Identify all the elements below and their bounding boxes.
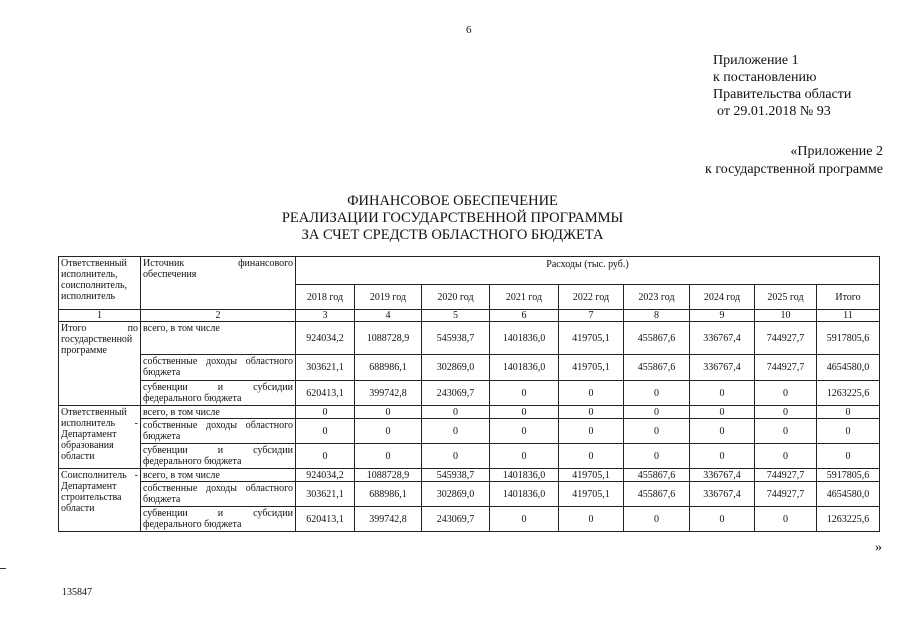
value-cell: 0 xyxy=(355,444,422,469)
value-cell: 243069,7 xyxy=(422,507,490,532)
value-cell: 455867,6 xyxy=(624,469,690,482)
value-cell: 620413,1 xyxy=(296,507,355,532)
total-cell: 5917805,6 xyxy=(817,469,880,482)
value-cell: 0 xyxy=(490,507,559,532)
total-cell: 4654580,0 xyxy=(817,482,880,507)
column-index: 2 xyxy=(141,310,296,322)
header-responsible: Ответственный исполнитель, соисполнитель, исполнитель xyxy=(59,257,141,310)
value-cell: 0 xyxy=(422,444,490,469)
source-cell: всего, в том числе xyxy=(141,406,296,419)
value-cell: 336767,4 xyxy=(690,322,755,355)
value-cell: 0 xyxy=(755,507,817,532)
value-cell: 1401836,0 xyxy=(490,469,559,482)
value-cell: 0 xyxy=(755,381,817,406)
source-cell: собственные доходы областного бюджета xyxy=(141,482,296,507)
value-cell: 336767,4 xyxy=(690,355,755,381)
value-cell: 0 xyxy=(755,419,817,444)
header-expenses: Расходы (тыс. руб.) xyxy=(296,257,880,285)
header-year: 2025 год xyxy=(755,285,817,310)
value-cell: 0 xyxy=(490,381,559,406)
source-cell: всего, в том числе xyxy=(141,469,296,482)
value-cell: 302869,0 xyxy=(422,355,490,381)
value-cell: 0 xyxy=(422,406,490,419)
responsible-cell: Соисполнитель - Департамент строительства области xyxy=(59,469,141,532)
document-title xyxy=(0,193,905,244)
page-number: 6 xyxy=(466,24,472,36)
value-cell: 545938,7 xyxy=(422,469,490,482)
total-cell: 4654580,0 xyxy=(817,355,880,381)
table-row xyxy=(59,507,880,532)
value-cell: 0 xyxy=(355,406,422,419)
header-year: 2020 год xyxy=(422,285,490,310)
table-row xyxy=(59,406,880,419)
column-index: 7 xyxy=(559,310,624,322)
value-cell: 399742,8 xyxy=(355,381,422,406)
value-cell: 688986,1 xyxy=(355,355,422,381)
value-cell: 1401836,0 xyxy=(490,482,559,507)
total-cell: 5917805,6 xyxy=(817,322,880,355)
value-cell: 0 xyxy=(355,419,422,444)
header-year: 2018 год xyxy=(296,285,355,310)
value-cell: 0 xyxy=(624,419,690,444)
value-cell: 0 xyxy=(690,444,755,469)
appendix2-line: «Приложение 2 xyxy=(790,144,883,159)
value-cell: 0 xyxy=(559,419,624,444)
value-cell: 419705,1 xyxy=(559,482,624,507)
total-cell: 0 xyxy=(817,419,880,444)
closing-quote: » xyxy=(875,540,882,555)
value-cell: 0 xyxy=(490,406,559,419)
value-cell: 1088728,9 xyxy=(355,469,422,482)
value-cell: 744927,7 xyxy=(755,322,817,355)
total-cell: 0 xyxy=(817,444,880,469)
value-cell: 419705,1 xyxy=(559,469,624,482)
column-index: 8 xyxy=(624,310,690,322)
source-cell: всего, в том числе xyxy=(141,322,296,355)
table-row xyxy=(59,355,880,381)
value-cell: 336767,4 xyxy=(690,482,755,507)
title-line: ЗА СЧЕТ СРЕДСТВ ОБЛАСТНОГО БЮДЖЕТА xyxy=(301,227,604,243)
source-cell: собственные доходы областного бюджета xyxy=(141,355,296,381)
table-row xyxy=(59,469,880,482)
value-cell: 0 xyxy=(624,406,690,419)
source-cell: субвенции и субсидии федерального бюджета xyxy=(141,381,296,406)
value-cell: 302869,0 xyxy=(422,482,490,507)
value-cell: 303621,1 xyxy=(296,355,355,381)
responsible-cell: Ответственный исполнитель - Департамент образования области xyxy=(59,406,141,469)
column-index: 11 xyxy=(817,310,880,322)
document-code: 135847 xyxy=(62,587,92,598)
column-index: 10 xyxy=(755,310,817,322)
table-row xyxy=(59,444,880,469)
value-cell: 0 xyxy=(296,406,355,419)
column-index-row xyxy=(59,310,880,322)
value-cell: 0 xyxy=(559,406,624,419)
value-cell: 545938,7 xyxy=(422,322,490,355)
value-cell: 744927,7 xyxy=(755,482,817,507)
header-year: 2024 год xyxy=(690,285,755,310)
header-year: 2021 год xyxy=(490,285,559,310)
header-total: Итого xyxy=(817,285,880,310)
appendix-line: Приложение 1 xyxy=(713,53,799,68)
appendix-line: к постановлению xyxy=(713,70,817,85)
value-cell: 0 xyxy=(296,419,355,444)
value-cell: 399742,8 xyxy=(355,507,422,532)
value-cell: 688986,1 xyxy=(355,482,422,507)
title-line: РЕАЛИЗАЦИИ ГОСУДАРСТВЕННОЙ ПРОГРАММЫ xyxy=(281,210,624,226)
value-cell: 0 xyxy=(490,444,559,469)
value-cell: 303621,1 xyxy=(296,482,355,507)
appendix2-line: к государственной программе xyxy=(705,162,883,177)
total-cell: 0 xyxy=(817,406,880,419)
source-cell: собственные доходы областного бюджета xyxy=(141,419,296,444)
column-index: 9 xyxy=(690,310,755,322)
header-year: 2019 год xyxy=(355,285,422,310)
value-cell: 455867,6 xyxy=(624,322,690,355)
value-cell: 0 xyxy=(422,419,490,444)
appendix-line: Правительства области xyxy=(713,87,852,102)
total-cell: 1263225,6 xyxy=(817,507,880,532)
value-cell: 0 xyxy=(296,444,355,469)
value-cell: 0 xyxy=(690,381,755,406)
value-cell: 924034,2 xyxy=(296,322,355,355)
appendix2-reference xyxy=(705,143,883,179)
value-cell: 744927,7 xyxy=(755,469,817,482)
value-cell: 0 xyxy=(690,507,755,532)
value-cell: 0 xyxy=(624,507,690,532)
header-year: 2022 год xyxy=(559,285,624,310)
financing-table xyxy=(58,256,880,532)
column-index: 5 xyxy=(422,310,490,322)
value-cell: 1088728,9 xyxy=(355,322,422,355)
value-cell: 243069,7 xyxy=(422,381,490,406)
value-cell: 0 xyxy=(624,381,690,406)
appendix-reference xyxy=(713,52,851,120)
header-source: Источник финансового обеспечения xyxy=(141,257,296,310)
source-cell: субвенции и субсидии федерального бюджета xyxy=(141,444,296,469)
responsible-cell: Итого по государственной программе xyxy=(59,322,141,406)
value-cell: 0 xyxy=(559,381,624,406)
value-cell: 1401836,0 xyxy=(490,355,559,381)
value-cell: 0 xyxy=(559,507,624,532)
title-line: ФИНАНСОВОЕ ОБЕСПЕЧЕНИЕ xyxy=(347,193,558,209)
value-cell: 0 xyxy=(490,419,559,444)
value-cell: 924034,2 xyxy=(296,469,355,482)
column-index: 6 xyxy=(490,310,559,322)
value-cell: 0 xyxy=(624,444,690,469)
value-cell: 0 xyxy=(755,406,817,419)
table-row xyxy=(59,381,880,406)
table-row xyxy=(59,419,880,444)
value-cell: 419705,1 xyxy=(559,355,624,381)
value-cell: 744927,7 xyxy=(755,355,817,381)
value-cell: 336767,4 xyxy=(690,469,755,482)
column-index: 4 xyxy=(355,310,422,322)
margin-mark xyxy=(0,568,6,569)
value-cell: 0 xyxy=(690,419,755,444)
header-year: 2023 год xyxy=(624,285,690,310)
value-cell: 0 xyxy=(755,444,817,469)
table-row xyxy=(59,322,880,355)
table-row xyxy=(59,482,880,507)
value-cell: 1401836,0 xyxy=(490,322,559,355)
appendix-line: от 29.01.2018 № 93 xyxy=(717,104,831,119)
value-cell: 455867,6 xyxy=(624,482,690,507)
value-cell: 0 xyxy=(690,406,755,419)
value-cell: 455867,6 xyxy=(624,355,690,381)
column-index: 1 xyxy=(59,310,141,322)
value-cell: 419705,1 xyxy=(559,322,624,355)
source-cell: субвенции и субсидии федерального бюджета xyxy=(141,507,296,532)
value-cell: 620413,1 xyxy=(296,381,355,406)
value-cell: 0 xyxy=(559,444,624,469)
total-cell: 1263225,6 xyxy=(817,381,880,406)
column-index: 3 xyxy=(296,310,355,322)
